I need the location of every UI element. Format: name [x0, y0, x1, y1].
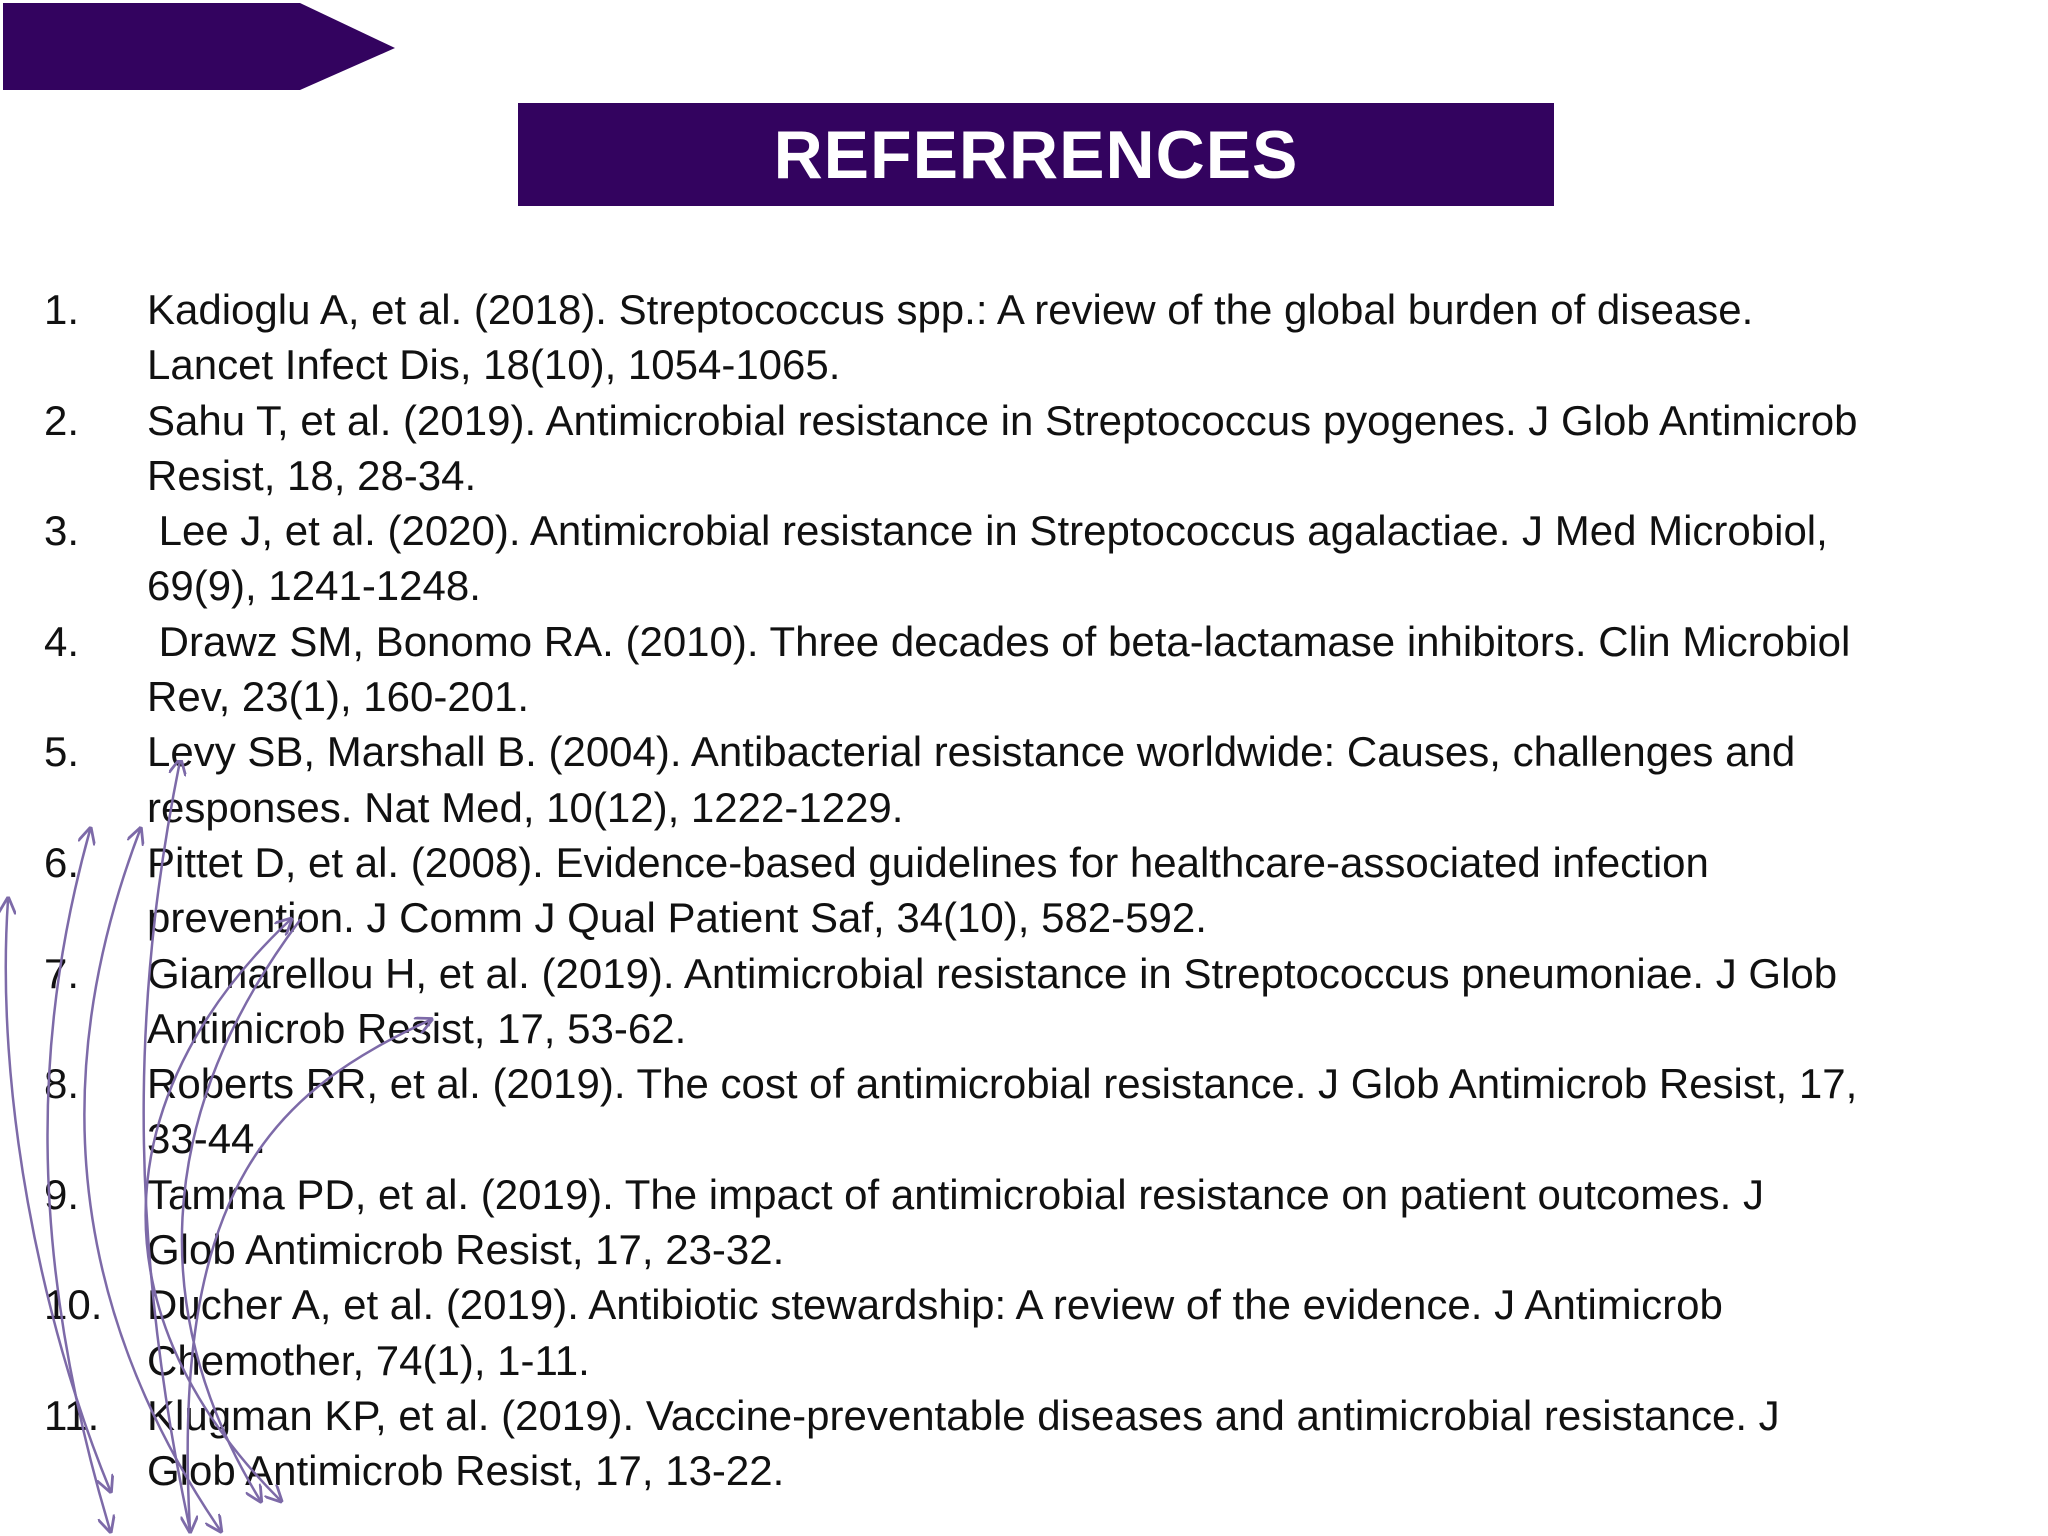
reference-number: 11.: [44, 1391, 100, 1439]
reference-text: [147, 946, 2034, 1057]
reference-line: Levy SB, Marshall B. (2004). Antibacterial resistance worldwide: Causes, challenges and: [147, 728, 1796, 776]
reference-number: 3.: [44, 507, 80, 555]
reference-item: [44, 282, 2034, 393]
reference-item: [44, 393, 2034, 504]
reference-item: [44, 1056, 2034, 1167]
reference-item: [44, 1277, 2034, 1388]
reference-line: Glob Antimicrob Resist, 17, 23-32.: [147, 1226, 785, 1274]
reference-line: Drawz SM, Bonomo RA. (2010). Three decades of beta-lactamase inhibitors. Clin Microbiol: [147, 617, 1851, 665]
reference-number: 6.: [44, 838, 80, 886]
reference-number: 9.: [44, 1170, 80, 1218]
reference-number: 5.: [44, 728, 80, 776]
reference-text: [147, 282, 2034, 393]
reference-line: 33-44.: [147, 1115, 267, 1163]
reference-line: Tamma PD, et al. (2019). The impact of antimicrobial resistance on patient outcomes. J: [147, 1170, 1764, 1218]
reference-line: 69(9), 1241-1248.: [147, 562, 481, 610]
title-bar: [518, 103, 1554, 206]
reference-number: 1.: [44, 286, 80, 333]
reference-text: [147, 835, 2034, 946]
reference-text: [147, 393, 2034, 504]
reference-line: Giamarellou H, et al. (2019). Antimicrobial resistance in Streptococcus pneumoniae. J Glob: [147, 949, 1838, 997]
reference-text: [147, 503, 2034, 614]
reference-line: Lancet Infect Dis, 18(10), 1054-1065.: [147, 341, 841, 389]
reference-line: Roberts RR, et al. (2019). The cost of antimicrobial resistance. J Glob Antimicrob Resist, 17,: [147, 1060, 1858, 1108]
reference-text: [147, 614, 2034, 725]
reference-line: Pittet D, et al. (2008). Evidence-based guidelines for healthcare-associated infection: [147, 838, 1709, 886]
reference-number: 10.: [44, 1281, 103, 1329]
reference-number: 7.: [44, 949, 80, 997]
reference-line: Lee J, et al. (2020). Antimicrobial resistance in Streptococcus agalactiae. J Med Microbiol,: [147, 507, 1828, 555]
reference-number: 2.: [44, 396, 80, 444]
reference-line: Klugman KP, et al. (2019). Vaccine-preventable diseases and antimicrobial resistance. J: [147, 1391, 1780, 1439]
reference-text: [147, 1056, 2034, 1167]
reference-text: [147, 1277, 2034, 1388]
reference-line: Glob Antimicrob Resist, 17, 13-22.: [147, 1447, 785, 1495]
page-title: REFERRENCES: [773, 116, 1299, 193]
reference-item: [44, 724, 2034, 835]
reference-item: [44, 503, 2034, 614]
reference-line: Ducher A, et al. (2019). Antibiotic stewardship: A review of the evidence. J Antimicrob: [147, 1281, 1723, 1329]
reference-item: [44, 835, 2034, 946]
reference-text: [147, 1388, 2034, 1499]
reference-line: Kadioglu A, et al. (2018). Streptococcus spp.: A review of the global burden of disease.: [147, 286, 1754, 333]
reference-text: [147, 724, 2034, 835]
reference-line: Rev, 23(1), 160-201.: [147, 673, 530, 721]
corner-arrow-banner: [0, 0, 400, 92]
corner-arrow-shape: [3, 3, 395, 90]
reference-item: [44, 946, 2034, 1057]
reference-item: [44, 614, 2034, 725]
reference-item: [44, 1388, 2034, 1499]
reference-line: Antimicrob Resist, 17, 53-62.: [147, 1004, 687, 1052]
reference-line: Chemother, 74(1), 1-11.: [147, 1336, 590, 1384]
reference-text: [147, 1167, 2034, 1278]
reference-number: 8.: [44, 1060, 80, 1108]
reference-line: responses. Nat Med, 10(12), 1222-1229.: [147, 783, 904, 831]
reference-line: prevention. J Comm J Qual Patient Saf, 34(10), 582-592.: [147, 894, 1207, 942]
reference-line: Resist, 18, 28-34.: [147, 451, 477, 499]
reference-list: [44, 282, 2034, 1499]
reference-number: 4.: [44, 617, 80, 665]
reference-item: [44, 1167, 2034, 1278]
reference-line: Sahu T, et al. (2019). Antimicrobial resistance in Streptococcus pyogenes. J Glob Antimicrob: [147, 396, 1858, 444]
